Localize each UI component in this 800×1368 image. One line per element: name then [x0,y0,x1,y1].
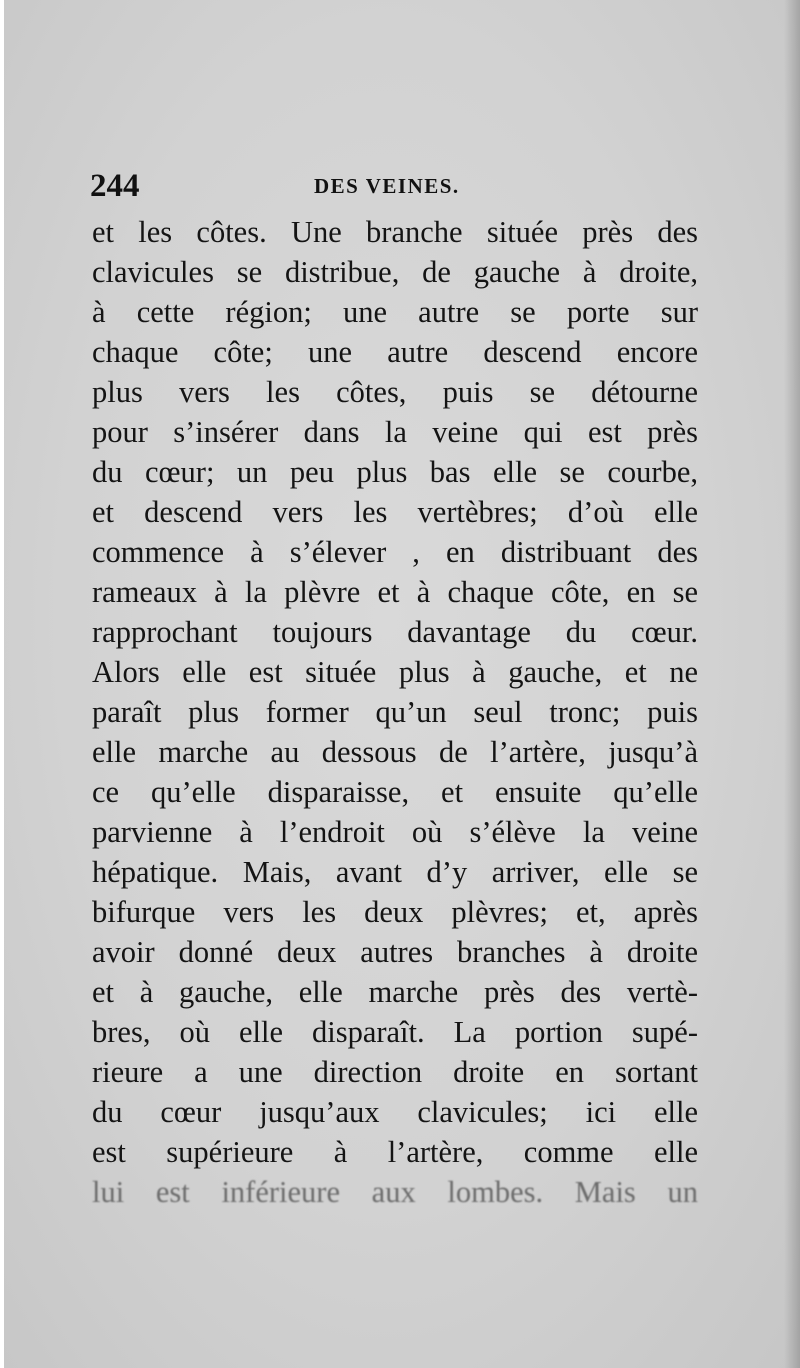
text-line: rapprochant toujours davantage du cœur. [92,615,698,649]
text-line-faded: lui est inférieure aux lombes. Mais un [92,1175,698,1209]
text-line: parvienne à l’endroit où s’élève la veine [92,815,698,849]
page-header [90,168,702,208]
text-line: est supérieure à l’artère, comme elle [92,1135,698,1169]
text-line: du cœur jusqu’aux clavicules; ici elle [92,1095,698,1129]
text-line: clavicules se distribue, de gauche à droite, [92,255,698,289]
text-line: à cette région; une autre se porte sur [92,295,698,329]
text-line: plus vers les côtes, puis se détourne [92,375,698,409]
text-line: rameaux à la plèvre et à chaque côte, en se [92,575,698,609]
text-line: et à gauche, elle marche près des vertè- [92,975,698,1009]
running-head: DES VEINES. [314,174,460,198]
text-line: paraît plus former qu’un seul tronc; puis [92,695,698,729]
text-line: et descend vers les vertèbres; d’où elle [92,495,698,529]
body-text [92,212,698,1212]
text-line: avoir donné deux autres branches à droite [92,935,698,969]
text-line: pour s’insérer dans la veine qui est près [92,415,698,449]
text-line: du cœur; un peu plus bas elle se courbe, [92,455,698,489]
text-line: Alors elle est située plus à gauche, et ne [92,655,698,689]
page-number: 244 [90,168,140,204]
text-line: hépatique. Mais, avant d’y arriver, elle se [92,855,698,889]
text-line: ce qu’elle disparaisse, et ensuite qu’elle [92,775,698,809]
text-line: bifurque vers les deux plèvres; et, après [92,895,698,929]
book-page [4,0,800,1368]
text-line: elle marche au dessous de l’artère, jusqu’à [92,735,698,769]
text-line: chaque côte; une autre descend encore [92,335,698,369]
text-line: bres, où elle disparaît. La portion supé- [92,1015,698,1049]
text-line: commence à s’élever , en distribuant des [92,535,698,569]
text-line: et les côtes. Une branche située près des [92,215,698,249]
text-line: rieure a une direction droite en sortant [92,1055,698,1089]
